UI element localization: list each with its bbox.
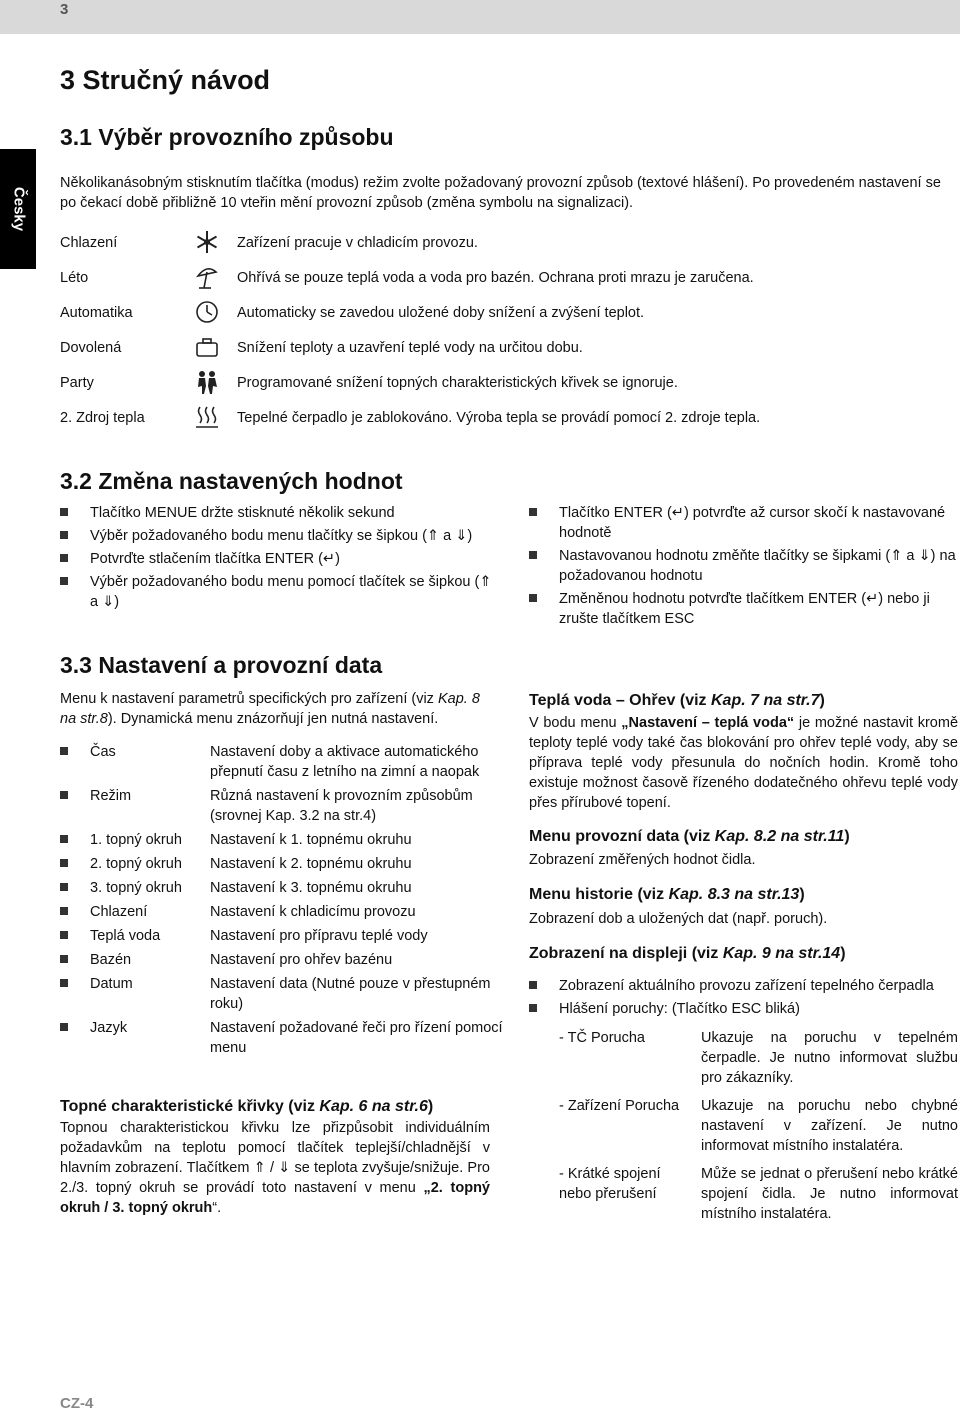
heading-text: Teplá voda – Ohřev (viz [529,692,711,709]
fault-name: - Krátké spojení nebo přerušení [559,1166,661,1202]
mode-row-cooling [60,233,960,263]
mode-description: Automaticky se zavedou uložené doby snížení a zvýšení teplot. [237,305,645,321]
body-bold-text: „Nastavení – teplá voda“ [621,715,795,731]
list-item: Tlačítko MENUE držte stisknuté několik sekund [60,503,495,523]
heading-text: Zobrazení na displeji (viz [529,945,723,962]
menu-row [60,878,510,898]
menu-row [60,830,510,850]
fault-name: - Zařízení Porucha [559,1098,680,1114]
menu-item-name: Jazyk [90,1020,128,1036]
mode-row-second-heat-source [60,408,960,438]
menu-row [60,902,510,922]
body-text: je možné nastavit kromě teploty teplé vody také čas blokování pro ohřev teplé vody, aby se příprava teplé vody přesunula do nočních hodin. Kromě toho existuje možnost časově řízeného dodatečného ohřevu teplé vody přes přírubové topení. [529,715,959,811]
menu-row [60,974,510,1014]
body-bold-text: „2. topný okruh / 3. topný okruh [60,1180,490,1216]
history-heading [529,884,960,906]
mode-row-party [60,373,960,403]
fault-row [559,1028,958,1088]
menu-item-name: Datum [90,976,133,992]
mode-name: Party [60,375,94,391]
heading-reference: Kap. 6 na str.6 [319,1098,428,1115]
operating-data-text: Zobrazení změřených hodnot čidla. [529,852,756,868]
intro-text: ). Dynamická menu znázorňují jen nutná nastavení. [107,711,439,727]
menu-item-desc: Různá nastavení k provozním způsobům (srovnej Kap. 3.2 na str.4) [210,788,473,824]
section-3-2-right-list [529,503,960,632]
operating-data-heading [529,826,960,848]
mode-description: Zařízení pracuje v chladicím provozu. [237,235,478,251]
body-text: V bodu menu [529,715,622,731]
fault-row [559,1164,958,1224]
body-text: “. [212,1200,222,1216]
mode-row-holiday [60,338,960,368]
heading-text: ) [840,945,846,962]
mode-name: Dovolená [60,340,122,356]
fault-row [559,1096,958,1156]
menu-row [60,742,510,782]
language-tab-label: Česky [10,186,28,232]
menu-item-desc: Nastavení pro přípravu teplé vody [210,928,428,944]
menu-item-name: Bazén [90,952,132,968]
menu-item-name: 2. topný okruh [90,856,182,872]
menu-item-name: Chlazení [90,904,148,920]
clock-icon [194,299,220,325]
menu-item-desc: Nastavení pro ohřev bazénu [210,952,393,968]
intro-reference: Kap. 8 na str.8 [60,691,480,727]
menu-item-name: 3. topný okruh [90,880,182,896]
list-item: Výběr požadovaného bodu menu tlačítky se šipkou (⇑ a ⇓) [60,526,495,546]
page-number: 3 [60,1,69,18]
menu-item-desc: Nastavení k 1. topnému okruhu [210,832,412,848]
mode-row-automatic [60,303,960,333]
heading-text: Topné charakteristické křivky (viz [60,1098,320,1115]
page-code: CZ-4 [60,1395,94,1412]
display-list [529,976,960,1022]
menu-item-name: Čas [90,744,116,760]
menu-item-desc: Nastavení data (Nutné pouze v přestupném roku) [210,976,491,1012]
fault-list [559,1028,958,1232]
heading-reference: Kap. 9 na str.14 [722,945,841,962]
mode-description: Tepelné čerpadlo je zablokováno. Výroba tepla se provádí pomocí 2. zdroje tepla. [237,410,761,426]
header-bar [0,0,960,34]
mode-description: Snížení teploty a uzavření teplé vody na určitou dobu. [237,340,583,356]
section-3-2-title: 3.2 Změna nastavených hodnot [60,468,403,494]
list-item: Změněnou hodnotu potvrďte tlačítkem ENTER (↵) nebo ji zrušte tlačítkem ESC [529,589,960,629]
heading-reference: Kap. 8.2 na str.11 [714,828,845,845]
menu-item-name: Režim [90,788,132,804]
fault-name: - TČ Porucha [559,1030,645,1046]
fault-desc: Může se jednat o přerušení nebo krátké spojení čidla. Je nutno informovat místního instalatéra. [701,1166,958,1222]
section-3-1-intro: Několikanásobným stisknutím tlačítka (modus) režim zvolte požadovaný provozní způsob (textové hlášení). Po provedeném nastavení se po čekací době přibližně 10 vteřin mění provozní způsob (změna symbolu na signalizaci). [60,175,941,211]
heading-reference: Kap. 7 na str.7 [710,692,820,709]
menu-item-desc: Nastavení k 3. topnému okruhu [210,880,412,896]
body-text: Topnou charakteristickou křivku lze přizpůsobit individuálním požadavkům na teplotu pomocí tlačítek teplejší/chladnější v hlavním zobrazení. Tlačítkem ⇑ / ⇓ se teplota zvyšuje/snižuje. Pro 2./3. topný okruh se provádí toto nastavení v menu [60,1120,490,1196]
menu-item-desc: Nastavení k chladicímu provozu [210,904,416,920]
menu-row [60,926,510,946]
heading-text: Menu historie (viz [529,886,669,903]
section-3-3-intro [60,689,495,729]
menu-row [60,1018,510,1058]
settings-menu-list [60,742,510,1062]
mode-name: Automatika [60,305,133,321]
umbrella-icon [194,264,220,290]
list-item: Nastavovanou hodnotu změňte tlačítky se šipkami (⇑ a ⇓) na požadovanou hodnotu [529,546,960,586]
section-3-2-left-list [60,503,495,615]
mode-name: Léto [60,270,89,286]
fault-desc: Ukazuje na poruchu nebo chybné nastavení v zařízení. Je nutno informovat místního instalatéra. [701,1098,958,1154]
chapter-title: 3 Stručný návod [60,65,271,95]
people-icon [194,369,220,395]
curves-text [60,1118,490,1218]
display-heading [529,943,960,965]
menu-item-name: 1. topný okruh [90,832,182,848]
menu-item-desc: Nastavení požadované řeči pro řízení pomocí menu [210,1020,503,1056]
curves-heading [60,1096,500,1118]
menu-row [60,950,510,970]
menu-item-desc: Nastavení doby a aktivace automatického přepnutí času z letního na zimní a naopak [210,744,480,780]
mode-name: 2. Zdroj tepla [60,410,145,426]
list-item: Výběr požadovaného bodu menu pomocí tlačítek se šipkou (⇑ a ⇓) [60,572,495,612]
fault-desc: Ukazuje na poruchu v tepelném čerpadle. Je nutno informovat službu pro zákazníky. [701,1030,958,1086]
heading-text: ) [799,886,805,903]
snowflake-icon [194,229,220,255]
heat-waves-icon [194,404,220,430]
menu-row [60,786,510,826]
hot-water-heading [529,690,960,712]
heading-text: ) [427,1098,434,1115]
mode-name: Chlazení [60,235,118,251]
list-item: Hlášení poruchy: (Tlačítko ESC bliká) [529,999,960,1019]
mode-row-summer [60,268,960,298]
heading-reference: Kap. 8.3 na str.13 [668,886,800,903]
intro-text: Menu k nastavení parametrů specifických pro zařízení (viz [60,691,438,707]
menu-item-name: Teplá voda [90,928,161,944]
menu-row [60,854,510,874]
mode-description: Programované snížení topných charakteristických křivek se ignoruje. [237,375,678,391]
menu-item-desc: Nastavení k 2. topnému okruhu [210,856,412,872]
section-3-3-title: 3.3 Nastavení a provozní data [60,652,383,678]
history-text: Zobrazení dob a uložených dat (např. poruch). [529,911,828,927]
list-item: Tlačítko ENTER (↵) potvrďte až cursor skočí k nastavované hodnotě [529,503,960,543]
list-item: Potvrďte stlačením tlačítka ENTER (↵) [60,549,495,569]
heading-text: Menu provozní data (viz [529,828,715,845]
heading-text: ) [844,828,850,845]
list-item: Zobrazení aktuálního provozu zařízení tepelného čerpadla [529,976,960,996]
mode-description: Ohřívá se pouze teplá voda a voda pro bazén. Ochrana proti mrazu je zaručena. [237,270,754,286]
heading-text: ) [819,692,825,709]
hot-water-text [529,713,958,813]
section-3-1-title: 3.1 Výběr provozního způsobu [60,124,394,150]
suitcase-icon [194,334,220,360]
language-tab [0,149,36,269]
